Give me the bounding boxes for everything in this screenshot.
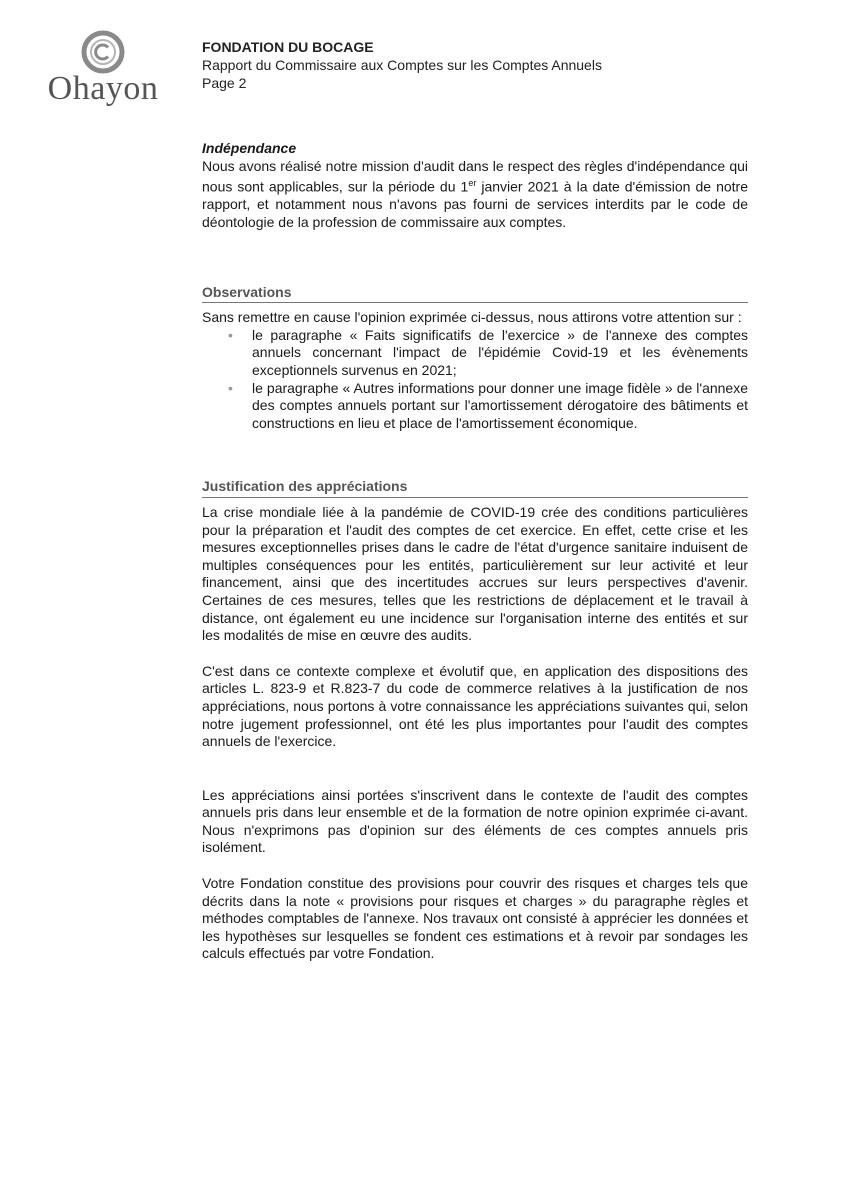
report-body	[202, 140, 748, 963]
justification-section	[202, 478, 748, 963]
independance-title: Indépendance	[202, 140, 297, 156]
list-item: • le paragraphe « Faits significatifs de l'exercice » de l'annexe des comptes annuels concernant l'impact de l'épidémie Covid-19 et les évènements exceptionnels survenus en 2021;	[252, 327, 748, 380]
observations-list	[202, 327, 748, 433]
logo-brand: Ohayon	[47, 70, 159, 107]
justification-title: Justification des appréciations	[202, 478, 748, 498]
independance-text	[202, 158, 748, 232]
justification-paragraph-1: La crise mondiale liée à la pandémie de COVID-19 crée des conditions particulières pour la préparation et l'audit des comptes de cet exercice. En effet, cette crise et les mesures exceptionnelles prises dans le cadre de l'état d'urgence sanitaire induisent de multiples conséquences pour les entités, particulièrement sur leur activité et leur financement, ainsi que des incertitudes accrues sur leurs perspectives d'avenir. Certaines de ces mesures, telles que les restrictions de déplacement et le travail à distance, ont également eu une incidence sur l'organisation interne des entités et sur les modalités de mise en œuvre des audits.	[202, 503, 748, 644]
observations-title: Observations	[202, 284, 748, 304]
org-name: FONDATION DU BOCAGE	[202, 39, 374, 55]
page-header	[202, 38, 602, 92]
justification-paragraph-2: C'est dans ce contexte complexe et évolutif que, en application des dispositions des articles L. 823-9 et R.823-7 du code de commerce relatives à la justification de nos appréciations, nous portons à votre connaissance les appréciations suivantes qui, selon notre jugement professionnel, ont été les plus importantes pour l'audit des comptes annuels de l'exercice.	[202, 662, 748, 750]
copyright-circle-icon	[81, 30, 125, 74]
list-item: • le paragraphe « Autres informations pour donner une image fidèle » de l'annexe des comptes annuels portant sur l'amortissement dérogatoire des bâtiments et constructions en lieu et place de l'amortissement économique.	[252, 380, 748, 433]
observations-intro: Sans remettre en cause l'opinion exprimée ci-dessus, nous attirons votre attention sur :	[202, 309, 742, 326]
independance-section	[202, 140, 748, 232]
ordinal-superscript: er	[468, 178, 477, 189]
independance-text-before: Nous avons réalisé notre mission d'audit dans le respect des règles d'indépendance qui nous sont applicables, sur la période du 1	[202, 157, 748, 195]
independance-text-after: janvier 2021 à la date d'émission de notre rapport, et notamment nous n'avons pas fourni de services interdits par le code de déontologie de la profession de commissaire aux comptes.	[202, 178, 748, 231]
observations-section	[202, 284, 748, 433]
report-title: Rapport du Commissaire aux Comptes sur les Comptes Annuels	[202, 57, 602, 73]
justification-paragraph-3: Les appréciations ainsi portées s'inscrivent dans le contexte de l'audit des comptes annuels pris dans leur ensemble et de la formation de notre opinion exprimée ci-avant. Nous n'exprimons pas d'opinion sur des éléments de ces comptes annuels pris isolément.	[202, 786, 748, 856]
justification-paragraph-4: Votre Fondation constitue des provisions pour couvrir des risques et charges tels que décrits dans la note « provisions pour risques et charges » du paragraphe règles et méthodes comptables de l'annexe. Nos travaux ont consisté à apprécier les données et les hypothèses sur lesquelles se fondent ces estimations et à revoir par sondages les calculs effectués par votre Fondation.	[202, 875, 748, 962]
logo	[38, 30, 168, 106]
page-number: Page 2	[202, 75, 247, 91]
